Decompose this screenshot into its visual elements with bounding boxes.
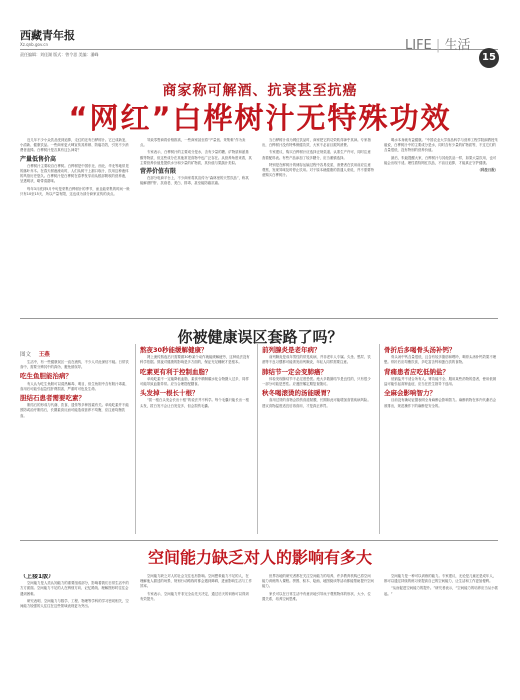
paragraph: 有人认为吃生鱼胆可以清热解毒、明目，但生鱼胆中含有胆汁毒素，食用后可能引起急性肝肾损害，严重时可危及生命。 <box>20 381 129 391</box>
column-divider <box>379 344 380 534</box>
paragraph: 低钠盐并不适合所有人。肾功能不全、服用某些药物的患者，使用低钠盐可能引起高钾血症，应当在医生指导下选用。 <box>384 376 497 387</box>
paragraph: 空间能力是一种可以训练的能力。专家建议，无论是儿童还是成年人，都可以通过持续的练习来提高自己的空间能力，让生活和工作更加便利。 <box>384 574 497 584</box>
paragraph: “拔一根白头发会长出十根”的说法并不科学。每个毛囊只能长出一根头发，拔白发不会让白发变多，但会损伤毛囊。 <box>140 398 249 408</box>
paragraph: 当白桦树汁成为网红饮品时，商家把它的功效吹得神乎其神。专家指出，白桦树汁没有特殊保健功效，大家不必盲目跟风消费。 <box>262 138 371 148</box>
paragraph: 骨头汤中钙含量很低，且含有较多脂肪和嘌呤，喝骨头汤补钙效果不理想。骨折后应均衡饮食，多吃富含钙和蛋白质的食物。 <box>384 355 497 365</box>
paragraph: 最后，朱毅提醒大家，白桦树汁与其他饮品一样，如果大量饮用，也可能会出现不适。理性看待网红饮品，不盲目追捧，才能真正守护健康。 <box>384 155 497 165</box>
byline-label: 图文 <box>20 352 32 358</box>
subhead: 骨折后多喝骨头汤补钙？ <box>384 346 456 354</box>
bottom-col-2 <box>140 574 252 692</box>
paragraph: 近几年不少小众饮品受到追捧，走红的还有白桦树汁。它已成新宠，小清新、健康饮品。一些商家更大肆宣传其养颜、防癌功效，引发不少消费者追捧。白桦树汁是否真有这么神奇？ <box>20 138 129 153</box>
byline <box>20 350 50 358</box>
masthead-logo: 西藏青年报 <box>20 29 75 42</box>
paragraph: 每年3月底到5月中旬是采集白桦树汁的季节，而且能采集的时间一般只有10至15天，所以产量有限，这也成为部分商家宣传的卖点。 <box>20 186 130 196</box>
subhead: 胆结石患者需要吃素？ <box>20 394 85 403</box>
masthead <box>0 0 520 68</box>
paragraph: 白桦树汁主要取自白桦树。白桦树是中国东北、西北、华北等地常见的落叶乔木。在春天树液流动时，人们从树干上割口取汁，饮用这种液体的风俗历史悠久。白桦树汁是白桦树在春季发芽前从根部吸收的营养液，呈透明状，略带清甜味。 <box>20 163 129 184</box>
paragraph: 目前没有确切证据表明全身麻醉会影响智力。麻醉药物在体内代谢后会被排出，规范操作下的麻醉是安全的。 <box>384 398 497 408</box>
section-divider: | <box>435 38 445 53</box>
section-label <box>405 34 470 53</box>
subhead: 肺结节一定会变肺癌？ <box>262 367 327 376</box>
source-credit: （科技日报） <box>477 168 498 173</box>
paragraph: 家长可以在日常生活中有意识地引导孩子观察物体的形状、大小、位置关系，培养空间思维。 <box>262 591 371 601</box>
subhead-nutrition: 营养价值有限 <box>140 168 177 176</box>
byline-name: 王燕 <box>38 352 50 358</box>
source-note: （上接1版） <box>20 574 55 580</box>
paragraph: 特别是在鲜树汁的储存运输过程中容易变质，消费者在饮用前应注意观察，发现异味及时停止饮用。对于原本就健康的普通人来说，并不需要特意购买白桦树汁。 <box>262 162 374 178</box>
subhead: 熬夜30秒能缓解健康？ <box>140 346 208 354</box>
paragraph: 胆结石的形成与代谢、饮食、遗传等多种因素有关。单纯吃素并不能预防或治疗胆结石，长期素食反而可能造成营养不均衡，应注意均衡饮食。 <box>20 403 129 418</box>
masthead-url: Xz.qnb.gov.cn <box>20 42 49 47</box>
paragraph: 研究表明，空间能力与数学、工程、物理等学科的学习密切相关，空间能力较强的人往往在这些领域表现更为突出。 <box>20 598 129 609</box>
paragraph: 生活中，有一些健康误区一直在流传，不少人对此深信不疑。日常饮食中，需要分辨其中的真伪，避免被误导。 <box>20 360 129 370</box>
middle-col-1 <box>20 360 130 532</box>
bottom-headline: 空间能力缺乏对人的影响有多大 <box>147 548 372 567</box>
bottom-col-3 <box>262 574 374 692</box>
paragraph: 单纯吃素不一定能降低血脂，素食中精制碳水化合物摄入过多，同样可能导致血脂异常。应当合理搭配膳食。 <box>140 376 249 387</box>
bottom-col-4 <box>384 574 498 692</box>
section-rule <box>20 540 498 541</box>
top-story-headline: “网红”白桦树汁无特殊功效 <box>68 101 452 135</box>
paragraph: 世界各地的研究者都在关注空间能力的培养，许多教育机构已将空间能力训练纳入课程。拼图、积木、绘画、地图阅读等活动都能帮助提升空间能力。 <box>262 574 374 589</box>
subhead: 背痛患者应吃低钠盐？ <box>384 367 449 376</box>
paragraph: 体检发现肺结节不必过度恐慌。绝大多数肺结节是良性的，只有很少一部分可能是恶性。应遵医嘱定期复查随访。 <box>262 376 371 387</box>
subhead: 吃生鱼胆能治病？ <box>20 372 72 381</box>
subhead: 前列腺炎是老年病？ <box>262 346 321 354</box>
section-cn: 生活 <box>444 38 471 53</box>
section-rule <box>20 318 498 319</box>
subhead: 秋冬喝滚烫的汤能暖胃？ <box>262 389 334 398</box>
section-en: LIFE <box>405 38 432 53</box>
subhead: 头发掉一根长十根？ <box>140 389 199 398</box>
paragraph: 前列腺炎是成年男性的常见疾病，并非老年人专属。久坐、憋尿、饮酒等不良习惯都可能诱发前列腺炎，年轻人同样需要注意。 <box>262 355 371 365</box>
top-story-col-3 <box>262 138 374 310</box>
top-story-col-2 <box>140 138 252 310</box>
top-story-kicker: 商家称可解酒、抗衰甚至抗癌 <box>162 83 358 99</box>
top-story-col-1 <box>20 138 130 310</box>
subhead: 全麻会影响智力？ <box>384 389 436 398</box>
paragraph: 空间能力是人类认知能力的重要组成部分，影响着我们日常生活中的方方面面。空间能力不足的人在辨别方向、记忆路线、理解图形时往往会遇到困难。 <box>20 581 129 596</box>
paragraph: “从而促进空间能力的提升。”研究者表示，“空间能力的培养应当从小抓起。” <box>384 586 498 596</box>
middle-col-2 <box>140 344 252 532</box>
subhead-output: 产量低售价高 <box>20 155 57 163</box>
middle-banner: 你被健康误区套路了吗？ <box>177 328 343 346</box>
bottom-col-1 <box>20 574 130 692</box>
paragraph: 在部分电商平台上，不少商家将其宣传为“森林里的天然饮品”，称其能解酒护肝、抗衰老、美白、排毒，甚至能防癌抗癌。 <box>140 176 249 186</box>
top-story-col-4 <box>384 138 498 310</box>
column-divider <box>135 344 136 534</box>
paragraph: 食用过烫的食物会损伤食道黏膜，长期如此可能增加食管疾病风险。建议食物温度适宜后再食用，才是真正养胃。 <box>262 398 371 408</box>
paragraph: 专家表示，白桦树汁的主要成分是水，含有少量的糖、矿物质和氨基酸等物质，但这些成分在其他常见食物中也广泛存在。从营养角度来看，其主要营养价值是提供水分和少量的矿物质，其价值与果蔬汁类似。 <box>140 150 252 165</box>
middle-col-3 <box>262 344 374 532</box>
paragraph: 专家建议，购买白桦树汁应选择正规渠道、认准生产许可，同时注意查看配料表。有些产品添加了较多糖分，应当谨慎选择。 <box>262 150 371 160</box>
masthead-meta: 责任编辑：刘佳湖 版式：曾令思 美编：潘峰 <box>20 52 99 57</box>
column-divider <box>257 344 258 534</box>
paragraph: 喝水本身就有益健康。”中国农业大学食品科学与营养工程学院副教授朱毅说，白桦树汁中的主要成分是水，同时含有少量的矿物质等，不过它们的含量很低，没有特别的营养价值。 <box>384 138 498 153</box>
paragraph: 导致零售商将价格推高，一些商家甚至将“产量低、采集难”作为卖点。 <box>140 138 246 148</box>
paragraph: 专家表示，空间能力并非完全由先天决定，通过后天的训练可以得到有效提升。 <box>140 591 249 601</box>
subhead: 吃素更有利于控制血脂？ <box>140 367 212 376</box>
middle-col-4 <box>384 344 498 532</box>
page-number-badge: 15 <box>479 48 499 68</box>
paragraph: 网上流传熬夜后只需要做30秒某个动作就能缓解疲劳，这种说法没有科学依据。熬夜对健康的影响是多方面的，保证充足睡眠才是根本。 <box>140 355 250 365</box>
paragraph: 空间能力缺乏对人的社会交往也有影响。空间想象能力不足的人，在理解他人描述的场景、规划行动路线时都会遇到障碍，进而影响生活与工作效率。 <box>140 574 252 589</box>
